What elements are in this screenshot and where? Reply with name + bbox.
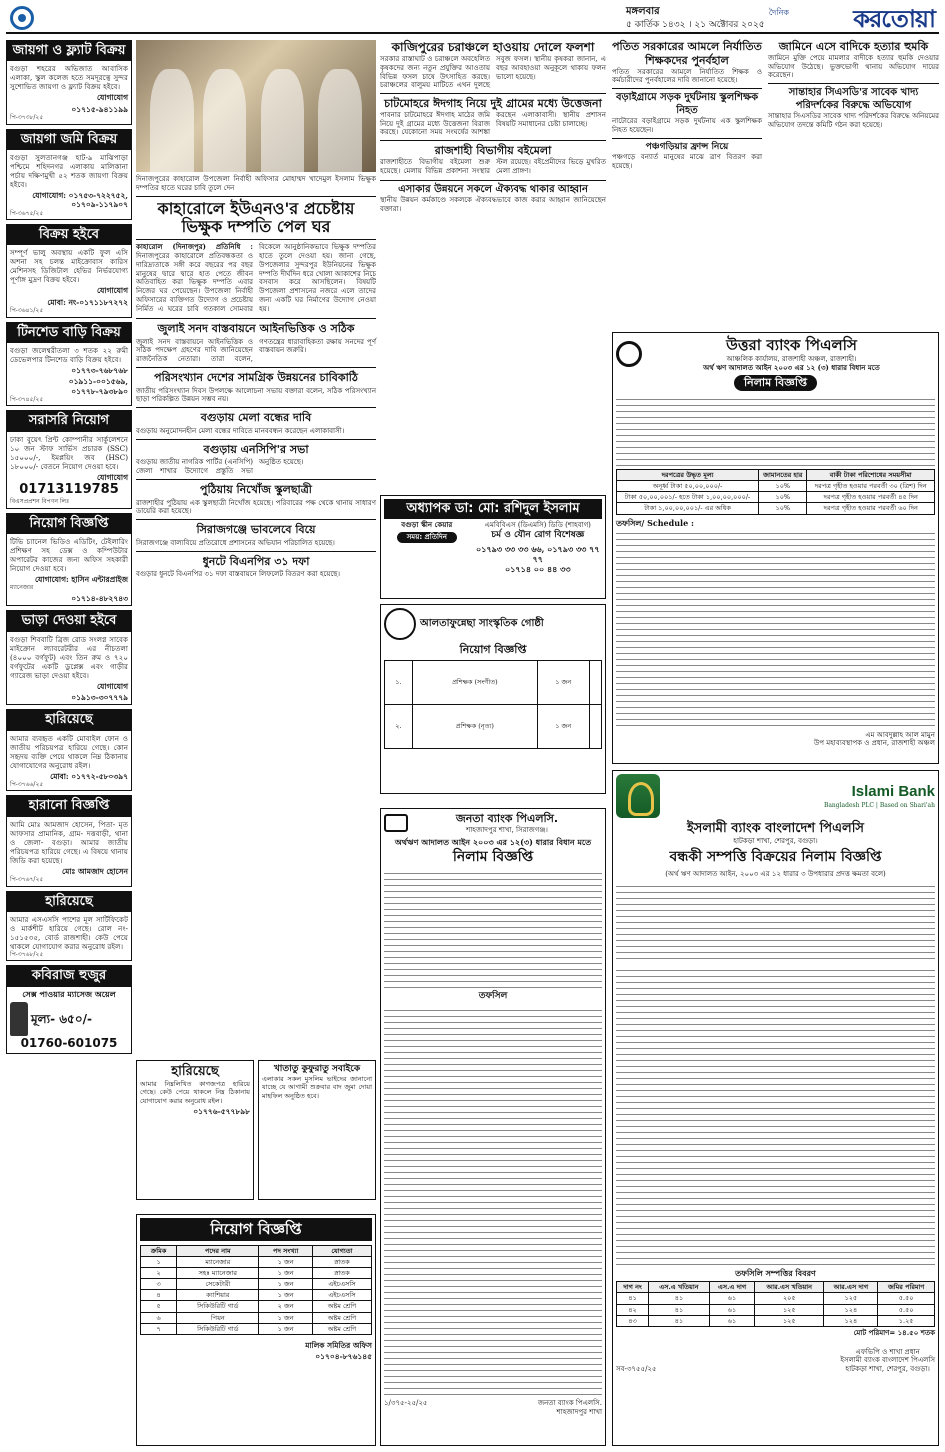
classifieds-column: [6, 40, 132, 1058]
table-cell: ১ জন: [259, 1312, 313, 1323]
table-cell: ১ জন: [259, 1279, 313, 1290]
lead-story-body: দিনাজপুরের কাহারোলে প্রতিবন্ধকতা ও দারিদ্র্যতাকে সঙ্গী করে বছরের পর বছর মানুষের দ্বারে দ্বারে হাত পেতে জীবন অতিবাহিত করা ভিক্ষুক দম্পতি এবার নিজের ঘর পেয়েছেন। উপজেলা নির্বাহী অফিসারের ব্যক্তিগত উদ্যোগ ও প্রচেষ্টায় নির্মিত এ ঘরের চাবি গতকাল সোমবার বিকেলে আনুষ্ঠানিকভাবে ভিক্ষুক দম্পতির হাতে তুলে দেওয়া হয়। জানা গেছে, উপজেলার সুন্দরপুর ইউনিয়নের ভিক্ষুক দম্পতি দীর্ঘদিন ধরে খোলা আকাশের নিচে বসবাস করে আসছিলেন। বিষয়টি উপজেলা প্রশাসনের নজরে এলে তাদের জন্য একটি ঘর নির্মাণের উদ্যোগ নেওয়া হয়।: [136, 243, 376, 313]
lead-story-photo: [136, 40, 376, 172]
table-row: [141, 1323, 372, 1334]
niyog-small-org: আলতাফুন্নেছা সাংস্কৃতিক গোষ্ঠী: [420, 617, 544, 629]
classified-contact: যোগাযোগ: হাসিন এন্টারপ্রাইজ: [34, 575, 128, 584]
classified-body: ঢাকা বুয়েৎ প্রিন্ট কোম্পানীর সার্কুলেশনে ১০ জন স্টাফ সার্ভিস প্রচারক (SSC) ১৫০০০/-, ইমপ্লয়িং জব (HSC) ১৮০০০/- বেতনে নিয়োগ দেওয়া হবে।: [10, 434, 128, 471]
doctor-phones: ০১৭৯৩ ৩৩ ৩৩ ৬৬, ০১৭৯৩ ৩৩ ৭৭ ৭৭: [476, 544, 600, 565]
table-cell: ৬১: [709, 1293, 755, 1304]
table-cell: ২০৫: [755, 1293, 824, 1304]
table-header: যোগ্যতা: [312, 1245, 371, 1256]
classified-ref: পি-৩৭৬৭/২৫: [10, 876, 44, 883]
uttara-bank-notice-title: নিলাম বিজ্ঞপ্তি: [734, 375, 817, 391]
story-body: বগুড়ায় জাতীয় নাগরিক পার্টির (এনসিপি) জেলা শাখার উদ্যোগে প্রস্তুতি সভা অনুষ্ঠিত হয়েছে।: [136, 458, 304, 476]
notice-body-text: [616, 881, 935, 961]
khatatu-ad: [258, 1060, 376, 1200]
classified-ad: [6, 224, 132, 318]
janata-bank-ref: ১/৩৭৫-২৫/২৫: [384, 1399, 428, 1408]
classified-body: বগুড়া জলেশ্বরীতলা ৩ শতক ২২ রুমী ডেভেলপার টিনশেড বাড়ি বিক্রয় হইবে।: [10, 345, 128, 364]
masthead: [6, 4, 939, 34]
table-cell: ১: [141, 1256, 177, 1267]
table-header: ক্রমিক: [141, 1245, 177, 1256]
classified-title: টিনশেড বাড়ি বিক্রয়: [7, 323, 131, 343]
table-cell: ৪৩: [617, 1315, 649, 1326]
table-row: [141, 1301, 372, 1312]
classified-body: আমার এসএসসি পাশের মূল সার্টিফিকেট ও মার্কশীট হারিয়ে গেছে। রোল নং- ১৫১৫৩৫, বোর্ড রাজশাহী। কেউ পেয়ে থাকলে যোগাযোগ করার অনুরোধ রইল।: [10, 914, 128, 951]
story-headline: এসাকার উন্নয়নে সকলে ঐক্যবদ্ধ থাকার আহ্বান: [398, 183, 588, 195]
uttara-bank-name: উত্তরা ব্যাংক পিএলসি: [726, 336, 857, 354]
table-cell: ৫.৫০: [878, 1304, 935, 1315]
story-body: বগুড়ার ধুনটে বিএনপির ৩১ দফা বাস্তবায়নে লিফলেট বিতরণ করা হয়েছে।: [136, 570, 341, 579]
table-cell: ১২৪: [824, 1304, 878, 1315]
notice-body-text: [616, 394, 935, 466]
classified-contact: যোগাযোগ: ০১৭৫৩-৭২২৭৫২, ০১৭০৯-১১৭৯০৭: [32, 190, 128, 210]
lead-story: [136, 175, 376, 582]
islami-bank-property-table: [616, 1281, 935, 1327]
khatatu-title: খাতাতু কুফুরাতু সবাইকে: [273, 1064, 361, 1074]
table-cell: [589, 704, 601, 748]
classified-contact: মোবা: ০১৭৭২-৫৮০৩৯৭: [50, 771, 128, 781]
classified-ad: [6, 40, 132, 125]
table-row: [141, 1312, 372, 1323]
story-body: রাজশাহীর পুঠিয়ায় এক স্কুলছাত্রী নিখোঁজ হয়েছে। পরিবারের পক্ষ থেকে থানায় সাধারণ ডায়েরি করা হয়েছে।: [136, 498, 376, 516]
story-headline: পঞ্চগড়িয়ার ফ্রান্স নিয়ে: [645, 141, 729, 152]
classified-ref: বিএসপ্রপ্রশন বিপণন লিঃ: [10, 498, 70, 506]
table-cell: স্নাতক: [312, 1256, 371, 1267]
table-cell: ১ জন: [259, 1290, 313, 1301]
islami-bank-table-title: তফসিলি সম্পত্তির বিবরণ: [735, 1268, 816, 1279]
masthead-daily: দৈনিক: [768, 8, 789, 17]
classified-ref: পি-৩৬৪১/২৫: [10, 307, 44, 314]
table-row: [617, 481, 935, 492]
table-row: [617, 1315, 935, 1326]
islami-bank-brand: Islami Bank: [851, 782, 935, 800]
table-cell: এইচএসসি: [312, 1290, 371, 1301]
classified-ad: [6, 709, 132, 791]
table-cell: ১ জন: [259, 1323, 313, 1334]
table-row: [385, 704, 602, 748]
table-cell: অষ্টম শ্রেণি: [312, 1301, 371, 1312]
story-body: পতিত সরকারের আমলে নির্যাতিত শিক্ষক ও কর্মচারীদের পুনর্বহালের দাবি জানানো হয়েছে।: [612, 67, 762, 85]
classified-ad: [6, 795, 132, 886]
islami-bank-notice: [612, 770, 939, 1446]
center-news-column: [380, 40, 606, 217]
story-body: রাজশাহীতে বিভাগীয় বইমেলা শুরু হয়েছে। মেলায় বিভিন্ন প্রকাশনা সংস্থার স্টল রয়েছে। বইপ্রেমীদের ভিড়ে মুখরিত মেলা প্রাঙ্গণ।: [380, 157, 606, 175]
table-cell: ক্যাশিয়ার: [177, 1290, 259, 1301]
islami-bank-emblem-icon: [616, 774, 660, 818]
doctor-ad: [380, 495, 606, 599]
table-cell: পিয়ন: [177, 1312, 259, 1323]
table-cell: ৩: [141, 1279, 177, 1290]
table-header: দরপত্রের উদ্ধৃত মূল্য: [617, 470, 759, 481]
table-cell: দরপত্র গৃহীত হওয়ার পরবর্তী ৬০ দিন: [807, 503, 935, 514]
story-headline: পুঠিয়ায় নিখোঁজ স্কুলছাত্রী: [200, 482, 312, 496]
lead-story-caption: দিনাজপুরের কাহারোল উপজেলা নির্বাহী অফিসার মোহাম্মদ খাদেমুল ইসলাম ভিক্ষুক দম্পতির হাতে ঘরের চাবি তুলে দেন: [136, 175, 376, 192]
notice-schedule-text: [384, 1005, 602, 1395]
table-cell: ৪১: [617, 1293, 649, 1304]
janata-bank-law: অর্থঋণ আদালত আইন ২০০৩ এর ১২(৩) ধারার বিধান মতে: [394, 836, 592, 847]
table-header: আর.এস দাগ: [824, 1282, 878, 1293]
classified-body: বগুড়া সুলতানগঞ্জ হাট-৯ মাঝিপাড়া পশ্চিমে শহিদনগর এলাকায় মালিকানা পর্চায় দক্ষিণমুখী ৫২ শতক জায়গা বিক্রয় হইবে।: [10, 152, 128, 189]
table-cell: অষ্টম শ্রেণি: [312, 1323, 371, 1334]
table-row: [141, 1279, 372, 1290]
classified-title: জায়গা ও ফ্ল্যাট বিক্রয়: [7, 41, 131, 61]
classified-phone: ০১৭১৫-৯৪১১৯৯: [71, 104, 128, 114]
niyog-small-ad: [380, 604, 606, 794]
harieche-small-title: হারিয়েছে: [171, 1064, 219, 1079]
notice-conditions-text: [616, 965, 935, 1265]
islami-bank-law: (অর্থ ঋণ আদালত আইন, ২০০৩ এর ১২ ধারার ৩ উপধারার প্রদত্ত ক্ষমতা বলে): [665, 869, 886, 878]
classified-title: জায়গা জমি বিক্রয়: [7, 130, 131, 150]
janata-bank-branch: শাহজাদপুর শাখা, সিরাজগঞ্জ।: [466, 825, 548, 834]
table-header: জমির পরিমাণ: [878, 1282, 935, 1293]
oil-bottle-icon: [10, 1002, 28, 1036]
story-body: পাবনার চাটমোহরে ঈদগাহ মাঠের জমি নিয়ে দুই গ্রামের মধ্যে উত্তেজনা বিরাজ করছে। যেকোনো সময় সংঘর্ষের আশঙ্কা করছেন এলাকাবাসী। স্থানীয় প্রশাসন বিষয়টি সমাধানের চেষ্টা চালাচ্ছে।: [380, 110, 606, 137]
classified-body: টিভি চ্যানেল ভিডিও এডিটিং, টেইলারিং প্রশিক্ষণ সহ ডেক্স ও কম্পিউটার অপারেটর কাজের জন্য অফিস সহকারী নিয়োগ দেওয়া হবে।: [10, 537, 128, 573]
story-headline: বগুড়ায় মেলা বন্ধের দাবি: [200, 411, 312, 425]
table-cell: ৪: [141, 1290, 177, 1301]
table-cell: সহঃ ম্যানেজার: [177, 1268, 259, 1279]
story-headline: ধুনটে বিএনপির ৩১ দফা: [202, 554, 310, 568]
classified-phone: 01713119785: [19, 482, 119, 497]
table-cell: ৪১: [649, 1293, 710, 1304]
uttara-bank-notice: [612, 332, 939, 764]
classified-ad: [6, 610, 132, 705]
table-row: [617, 1304, 935, 1315]
story-body: পঞ্চগড়ে বন্যার্ত মানুষের মাঝে ত্রাণ বিতরণ করা হয়েছে।: [612, 152, 762, 170]
table-cell: ১ জন: [259, 1256, 313, 1267]
janata-bank-signer-branch: শাহজাদপুর শাখা: [556, 1408, 602, 1416]
kabiraj-title: কবিরাজ হুজুর: [7, 966, 131, 986]
table-header: বাকী টাকা পরিশোধের সময়সীমা: [807, 470, 935, 481]
classified-body: সম্পূর্ণ ভালু অবস্থায় একটি ফুল এসি অশনা সহ চলন্ত মাইক্রোবাস কারিস মেশিনসহ ডিজিটাল হেভির নির্ভরযোগ্য পূর্ণাঙ্গ মুদ্রণ বিক্রয় হইবে।: [10, 248, 128, 285]
table-cell: এইচএসসি: [312, 1279, 371, 1290]
table-cell: অষ্টম শ্রেণি: [312, 1312, 371, 1323]
lead-story-byline: কাহারোল (দিনাজপুর) প্রতিনিধি :: [136, 242, 253, 252]
table-cell: ১২৫: [824, 1293, 878, 1304]
story-headline: বড়াইগ্রামে সড়ক দুর্ঘটনায় স্কুলশিক্ষক নিহত: [615, 92, 759, 116]
doctor-extra-phone: ০১৭১৪ ০০ ৪৪ ৩৩: [505, 564, 571, 575]
story-headline: জুলাই সনদ বাস্তবায়নে আইনভিত্তিক ও সঠিক: [157, 321, 355, 335]
janata-bank-signer: জনতা ব্যাংক পিএলসি.: [537, 1399, 602, 1408]
niyog-bottom-table: [140, 1245, 372, 1335]
masthead-paper-name: করতোয়া: [853, 4, 935, 33]
uttara-bank-law: অর্থ ঋণ আদালত আইন ২০০৩ এর ১২ (৩) ধারার বিধান মতে: [703, 362, 880, 372]
story-headline: বগুড়ায় এনসিপি'র সভা: [203, 442, 309, 456]
niyog-bottom-ad: [136, 1214, 376, 1446]
story-body: বগুড়ায় অনুমোদনহীন মেলা বন্ধের দাবিতে মানববন্ধন করেছেন এলাকাবাসী।: [136, 426, 345, 435]
table-cell: ১২৫: [755, 1304, 824, 1315]
islami-bank-branch: হাটকড়া শাখা, শেরপুর, বগুড়া।: [733, 837, 818, 846]
table-header: জামানতের হার: [759, 470, 807, 481]
islami-bank-signer-branch: হাটকড়া শাখা, শেরপুর, বগুড়া।: [845, 1365, 930, 1373]
islami-bank-notice-title: বন্ধকী সম্পত্তি বিক্রয়ের নিলাম বিজ্ঞপ্তি: [669, 849, 882, 865]
classified-body: আমার ব্যবহৃত একটি মোবাইল ফোন ও জাতীয় পরিচয়পত্র হারিয়ে গেছে। কোন সহৃদয় ব্যক্তি পেয়ে থাকলে নিম্ন ঠিকানায় যোগাযোগের অনুরোধ রইল।: [10, 733, 128, 770]
table-cell: ৬১: [709, 1315, 755, 1326]
niyog-bottom-contact: মালিক সমিতির অফিস: [305, 1340, 372, 1350]
table-cell: অনূর্ধ্ব টাকা ৫০,০০,০০০/-: [617, 481, 759, 492]
table-cell: টাকা ৫০,০০,০০১/- হতে টাকা ১,০০,০০,০০০/-: [617, 492, 759, 503]
khatatu-body: এলাকার সকল মুসলিম ভাইদের জানানো যাচ্ছে যে আগামী শুক্রবার বাদ জুমা দোয়া মাহফিল অনুষ্ঠিত হবে।: [262, 1075, 372, 1100]
table-row: [385, 660, 602, 704]
uttara-bank-signer: এম আবদুল্লাহ আল মামুন: [865, 730, 935, 739]
table-row: [617, 503, 935, 514]
story-headline: কাজিপুরের চরাঞ্চলে হাওয়ায় দোলে ফলশা: [391, 40, 595, 54]
story-headline: রাজশাহী বিভাগীয় বইমেলা: [434, 144, 552, 157]
doctor-name: অধ্যাপক ডা: মো: রশিদুল ইসলাম: [384, 499, 602, 519]
classified-body: আমি মোঃ আমজাদ হোসেন, পিতা- মৃত আফসার প্রামানিক, গ্রাম- দত্তবাড়ী, থানা ও জেলা- বগুড়া। আমার জাতীয় পরিচয়পত্র হারিয়ে গেছে। এ বিষয়ে থানায় জিডি করা হয়েছে।: [10, 819, 128, 865]
table-cell: ১০%: [759, 492, 807, 503]
table-cell: ১০%: [759, 481, 807, 492]
table-cell: ২: [141, 1268, 177, 1279]
table-row: [617, 492, 935, 503]
islami-bank-total: মোট পরিমাণ= ১৪.৫০ শতক: [853, 1327, 935, 1337]
table-cell: ১ জন: [537, 660, 589, 704]
table-cell: ৫.৫০: [878, 1293, 935, 1304]
classified-ref: পি-৩৭৩৮/২৫: [10, 114, 44, 121]
doctor-time: সময়: প্রতিদিন: [397, 532, 457, 543]
janata-bank-notice-title: নিলাম বিজ্ঞপ্তি: [452, 848, 534, 865]
masthead-date: ৫ কার্তিক ১৪৩২ । ২১ অক্টোবর ২০২৫: [626, 20, 765, 30]
table-row: [141, 1268, 372, 1279]
table-header: পদ সংখ্যা: [259, 1245, 313, 1256]
notice-schedule-text: [616, 528, 935, 728]
table-cell: টাকা ১,০০,০০,০০১/- এর অধিক: [617, 503, 759, 514]
table-cell: ১২৫: [755, 1315, 824, 1326]
classified-phone: মোবা: নং-০১৭১১৮৭২৭২: [47, 297, 128, 307]
classified-ref: পি-৩৭৬৬/২৫: [10, 780, 44, 788]
table-cell: ৬১: [709, 1304, 755, 1315]
kabiraj-ad: [6, 965, 132, 1053]
story-body: সিরাজগঞ্জে বাল্যবিয়ে প্রতিরোধে প্রশাসনের অভিযান পরিচালিত হয়েছে।: [136, 538, 335, 547]
islami-bank-brand-sub: Bangladesh PLC | Based on Shari'ah: [823, 801, 935, 809]
story-headline: চাটমোহরে ঈদগাহ নিয়ে দুই গ্রামের মধ্যে উত্তেজনা: [384, 97, 602, 110]
classified-contact: ০১৭৭৩-৭৬৮৭৬৮: [71, 365, 128, 375]
classified-contact: যোগাযোগ: [96, 93, 128, 103]
organization-seal-icon: [384, 608, 416, 640]
story-body: জামিনে মুক্তি পেয়ে মামলার বাদীকে হত্যার হুমকি দেওয়ার অভিযোগ উঠেছে। ভুক্তভোগী থানায় অভিযোগ দায়ের করেছেন।: [768, 53, 939, 80]
classified-contact: যোগাযোগ: [96, 286, 128, 296]
classified-ad: [6, 891, 132, 962]
classified-contact: মোঃ আমজাদ হোসেন: [62, 866, 128, 876]
classified-ref: পি-৩৭৬৮/২৫: [10, 950, 44, 958]
uttara-bank-branch: আঞ্চলিক কার্যালয়, রাজশাহী অঞ্চল, রাজশাহী।: [726, 354, 857, 363]
uttara-bank-logo-icon: [616, 341, 642, 367]
kabiraj-price: মূল্য- ৬৫০/-: [31, 1011, 92, 1026]
niyog-bottom-title: নিয়োগ বিজ্ঞপ্তি: [140, 1218, 372, 1241]
story-headline: পতিত সরকারের আমলে নির্যাতিত শিক্ষকদের পুনর্বহাল: [612, 40, 762, 67]
janata-bank-notice: [380, 808, 606, 1446]
islami-bank-name: ইসলামী ব্যাংক বাংলাদেশ পিএলসি: [686, 821, 865, 836]
story-body: সান্তাহার সিএসডির সাবেক খাদ্য পরিদর্শকের বিরুদ্ধে অনিয়মের অভিযোগ তদন্তে কমিটি গঠন করা হয়েছে।: [768, 112, 939, 129]
table-row: [617, 1293, 935, 1304]
uttara-bank-deposit-table: [616, 469, 935, 515]
classified-title: নিয়োগ বিজ্ঞপ্তি: [7, 514, 131, 534]
story-headline: পরিসংখ্যান দেশের সামগ্রিক উন্নয়নের চাবিকাঠি: [154, 370, 358, 384]
doctor-speciality: চর্ম ও যৌন রোগ বিশেষজ্ঞ: [491, 530, 585, 540]
story-body: নাটোরের বড়াইগ্রামে সড়ক দুর্ঘটনায় এক স্কুলশিক্ষক নিহত হয়েছেন।: [612, 117, 762, 134]
table-header: আর.এস খতিয়ান: [755, 1282, 824, 1293]
islami-bank-signer: এফভিপি ও শাখা প্রধান: [855, 1347, 920, 1356]
story-body: জাতীয় পরিসংখ্যান দিবস উপলক্ষে আলোচনা সভায় বক্তারা বলেন, সঠিক পরিসংখ্যান ছাড়া পরিকল্পিত উন্নয়ন সম্ভব নয়।: [136, 386, 376, 404]
table-cell: ৫: [141, 1301, 177, 1312]
classified-phone: ০১৭১৪-৪৮২৭৪৩: [71, 593, 128, 603]
classified-title: হারিয়েছে: [7, 710, 131, 730]
table-cell: ম্যানেজার: [177, 1256, 259, 1267]
story-headline: সিরাজগঞ্জে ভাবলেবে বিয়ে: [196, 523, 316, 537]
niyog-small-title: নিয়োগ বিজ্ঞপ্তি: [459, 643, 527, 656]
story-body: সরকার রাস্তাঘাট ও চরাঞ্চলে অবহেলিত কৃষকদের জন্য নতুন প্রযুক্তির আওতায় বিভিন্ন ফসল চাষে উৎসাহিত করছে। চরাঞ্চলের বালুময় মাটিতে এখন দুলছে সবুজ ফসল। স্থানীয় কৃষকরা জানান, এ বছর আবহাওয়া অনুকূলে থাকায় ফলন ভালো হয়েছে।: [380, 55, 606, 90]
janata-bank-logo-icon: [384, 814, 408, 832]
classified-ref: পি-৩৭৪৫/২৫: [10, 395, 44, 403]
table-cell: স্নাতক: [312, 1268, 371, 1279]
niyog-bottom-phone: ০১৭০৪-৮৭৬১৪৫: [315, 1352, 372, 1362]
table-cell: দরপত্র গৃহীত হওয়ার পরবর্তী ৩০ (ত্রিশ) দিন: [807, 481, 935, 492]
table-cell: ৪১: [649, 1304, 710, 1315]
classified-ad: [6, 410, 132, 508]
kabiraj-sub: সেক্স পাওয়ার ম্যাসেজ অয়েল: [22, 989, 116, 999]
table-header: এস.এ খতিয়ান: [649, 1282, 710, 1293]
table-header-row: [617, 1282, 935, 1293]
table-cell: ৪২: [617, 1304, 649, 1315]
table-header-row: [141, 1245, 372, 1256]
classified-title: হারিয়েছে: [7, 892, 131, 912]
lead-story-headline: কাহারোলে ইউএনও'র প্রচেষ্টায় ভিক্ষুক দম্পতি পেল ঘর: [136, 196, 376, 241]
classified-title: ভাড়া দেওয়া হইবে: [7, 611, 131, 631]
table-cell: ১ জন: [259, 1268, 313, 1279]
classified-ad: [6, 129, 132, 221]
classified-ref: ম্যানেজার: [10, 584, 34, 592]
classified-title: সরাসরি নিয়োগ: [7, 411, 131, 431]
table-cell: সিকিউরিটি গার্ড: [177, 1323, 259, 1334]
story-body: স্থানীয় উন্নয়ন কর্মকাণ্ডে সকলকে ঐক্যবদ্ধভাবে কাজ করার আহ্বান জানিয়েছেন বক্তারা।: [380, 196, 606, 213]
table-cell: প্রশিক্ষক (সংগীত): [412, 660, 537, 704]
story-headline: সান্তাহার সিএসডি'র সাবেক খাদ্য পরিদর্শকের বিরুদ্ধে অভিযোগ: [788, 87, 919, 111]
table-cell: [589, 660, 601, 704]
table-header-row: [617, 470, 935, 481]
janata-bank-name: জনতা ব্যাংক পিএলসি.: [455, 812, 559, 825]
table-cell: প্রশিক্ষক (নৃত্য): [412, 704, 537, 748]
kabiraj-phone: 01760-601075: [20, 1035, 118, 1050]
harieche-small-ad: [136, 1060, 254, 1200]
islami-bank-signer-org: ইসলামী ব্যাংক বাংলাদেশ পিএলসি: [840, 1356, 935, 1365]
table-cell: ১.: [385, 660, 413, 704]
table-cell: ৪১: [649, 1315, 710, 1326]
table-cell: সেকেটারী: [177, 1279, 259, 1290]
doctor-degrees: এমবিবিএস (ডিএমসি) ডিডি (শাহবাগ): [484, 521, 591, 530]
janata-bank-schedule-title: তফসিল: [478, 991, 508, 1001]
classified-ref: পি-৩৬৭৫/২৫: [10, 209, 44, 217]
harieche-small-phone: ০১৭৭৬-৫৭৭৮৯৮: [193, 1106, 250, 1116]
table-cell: ৬: [141, 1312, 177, 1323]
table-cell: সিকিউরিটি গার্ড: [177, 1301, 259, 1312]
classified-body: বগুড়া শহরের অভিজাত আবাসিক এলাকা, স্কুল কলেজ হতে সমদূরত্বে সুন্দর সুশোভিত জায়গা ও ফ্ল্যাট বিক্রয় হইবে।: [10, 64, 128, 92]
table-cell: দরপত্র গৃহীত হওয়ার পরবর্তী ৪৫ দিন: [807, 492, 935, 503]
uttara-bank-signer-title: উপ মহাব্যবস্থাপক ও প্রধান, রাজশাহী অঞ্চল: [813, 739, 935, 748]
classified-contact: যোগাযোগ: [96, 472, 128, 482]
table-row: [141, 1256, 372, 1267]
story-headline: জামিনে এসে বাদিকে হত্যার হুমকি: [778, 40, 929, 53]
story-body: জুলাই সনদ বাস্তবায়নে আইনভিত্তিক ও সঠিক পদক্ষেপ গ্রহণের দাবি জানিয়েছেন রাজনৈতিক নেতারা। তারা বলেন, গণতন্ত্রের ধারাবাহিকতা রক্ষায় সনদের পূর্ণ বাস্তবায়ন জরুরি।: [136, 337, 376, 364]
harieche-small-body: আমার নিম্নলিখিত কাগজপত্র হারিয়ে গেছে। কেউ পেয়ে থাকলে নিম্ন ঠিকানায় যোগাযোগ করার অনুরোধ রইল।: [140, 1080, 250, 1105]
classified-title: হারানো বিজ্ঞপ্তি: [7, 796, 131, 816]
islami-bank-ref: সব-৩৭৫৫/২৫: [616, 1365, 657, 1373]
table-cell: ১০%: [759, 503, 807, 514]
classified-contact: যোগাযোগ: [96, 681, 128, 691]
classified-title: বিক্রয় হইবে: [7, 225, 131, 245]
classified-body: বগুড়া শিববাটি ব্রিজ রোড সংলগ্ন সাবেক মাইক্রোন ল্যাবরেটরীর এর নীচতলা (৪০০০ বর্গফুট) এবং তিন রুম ও ৭২০ বর্গফুটের একটি ডুপ্লেক্স এবং গাড়ীর গ্যারেজ ভাড়া দেওয়া হইবে।: [10, 634, 128, 680]
table-cell: ২ জন: [259, 1301, 313, 1312]
classified-ad: [6, 513, 132, 607]
classified-phone: ০১৯১৩-৩০৭৭৭৯: [71, 692, 128, 702]
notice-body-text: [384, 868, 602, 988]
classified-ad: [6, 322, 132, 407]
masthead-day: মঙ্গলবার: [626, 6, 660, 17]
uttara-bank-schedule-title: তফসিল/ Schedule :: [616, 517, 694, 528]
right-news-column: [612, 40, 939, 173]
table-header: এস.এ দাগ: [709, 1282, 755, 1293]
table-header: পদের নাম: [177, 1245, 259, 1256]
karatoa-logo-icon: [10, 6, 34, 30]
niyog-small-table: [384, 660, 602, 749]
table-cell: ৭: [141, 1323, 177, 1334]
table-cell: ১.২৫: [878, 1315, 935, 1326]
doctor-chamber: বগুড়া স্কীন কেয়ার: [401, 520, 453, 530]
table-header: দাগ নং: [617, 1282, 649, 1293]
table-cell: ১২৪: [824, 1315, 878, 1326]
classified-phone: ০১৯১১-০০১৫৬৯, ০১৭৭৮-৭৯৩৮৯০: [68, 377, 128, 396]
table-cell: ২.: [385, 704, 413, 748]
table-row: [141, 1290, 372, 1301]
table-cell: ১ জন: [537, 704, 589, 748]
